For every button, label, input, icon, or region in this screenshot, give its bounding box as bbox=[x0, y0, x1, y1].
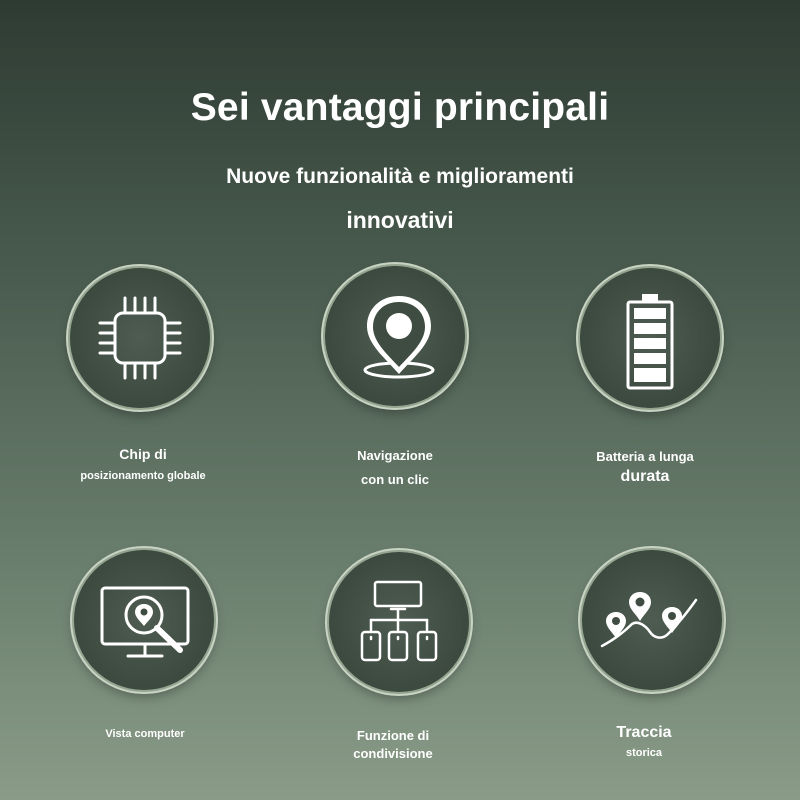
feature-track-history-label-2: storica bbox=[625, 747, 663, 759]
battery-icon-circle bbox=[580, 268, 720, 408]
feature-battery-label-1: Batteria a lunga bbox=[596, 449, 694, 464]
chip-icon bbox=[70, 268, 210, 408]
location-pin-icon bbox=[325, 266, 465, 406]
chip-icon-circle bbox=[70, 268, 210, 408]
feature-sharing-label-1: Funzione di bbox=[356, 728, 430, 743]
computer-search-icon-circle bbox=[74, 550, 214, 690]
sharing-network-icon bbox=[329, 552, 469, 692]
feature-sharing-label-2: condivisione bbox=[353, 746, 433, 761]
feature-computer-view-label-1: Vista computer bbox=[105, 728, 185, 740]
computer-search-icon bbox=[74, 550, 214, 690]
track-history-icon-circle bbox=[582, 550, 722, 690]
feature-chip-label-2: posizionamento globale bbox=[80, 470, 206, 482]
page-title: Sei vantaggi principali bbox=[190, 86, 610, 129]
sharing-network-icon-circle bbox=[329, 552, 469, 692]
location-pin-icon-circle bbox=[325, 266, 465, 406]
feature-navigation-label-2: con un clic bbox=[361, 472, 429, 487]
track-history-icon bbox=[582, 550, 722, 690]
battery-icon bbox=[580, 268, 720, 408]
feature-track-history-label-1: Traccia bbox=[616, 724, 672, 741]
feature-battery-label-2: durata bbox=[620, 468, 670, 485]
subtitle-line-2: innovativi bbox=[346, 207, 454, 233]
feature-chip-label-1: Chip di bbox=[119, 446, 167, 462]
feature-navigation-label-1: Navigazione bbox=[357, 448, 433, 463]
subtitle-line-1: Nuove funzionalità e miglioramenti bbox=[226, 165, 574, 188]
